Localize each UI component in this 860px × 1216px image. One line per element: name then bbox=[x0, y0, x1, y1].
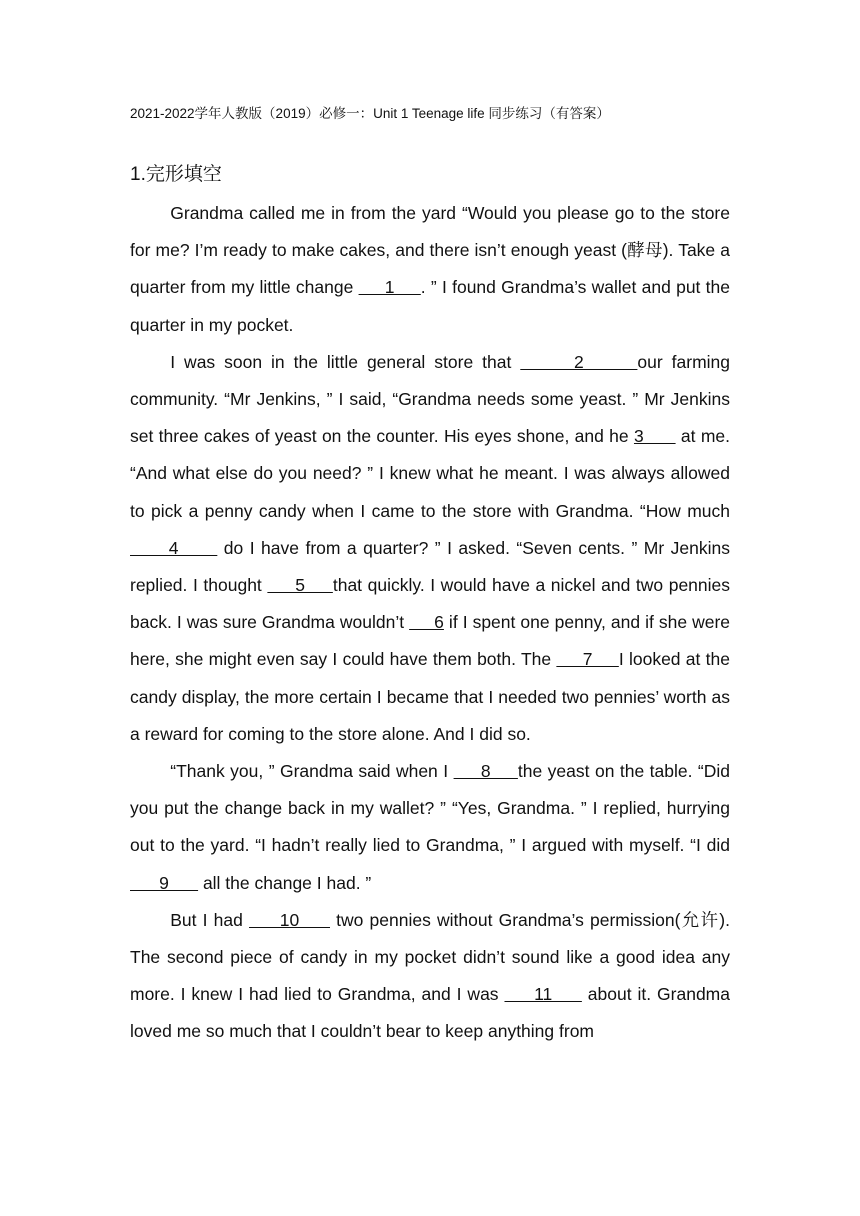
document-header: 2021-2022学年人教版（2019）必修一：Unit 1 Teenage life 同步练习（有答案） bbox=[130, 106, 610, 121]
answer-blank: 2 bbox=[520, 351, 638, 372]
passage-text: I was soon in the little general store that bbox=[170, 351, 521, 372]
passage-text: But I had bbox=[170, 909, 250, 930]
passage-text: I looked at the candy display, the more certain I became that I needed two pennies’ worth as a reward for coming to the store alone. And I did so. bbox=[130, 649, 730, 744]
passage-text: do I have from a quarter? ” I asked. “Seven cents. ” Mr Jenkins replied. I thought bbox=[130, 537, 730, 596]
passage-text: if I spent one penny, and if she were here, she might even say I could have them both. The bbox=[130, 612, 731, 670]
answer-blank: 4 bbox=[130, 537, 218, 558]
passage-text: two pennies without Grandma’s permission(允许). The second piece of candy in my pocket didn’t sound like a good idea any more. I knew I had lied to Grandma, and I was bbox=[130, 909, 730, 1005]
passage-text: at me. “And what else do you need? ” I knew what he meant. I was always allowed to pick a penny candy when I came to the store with Grandma. “How much bbox=[130, 426, 730, 521]
cloze-passage bbox=[130, 195, 730, 1051]
answer-blank: 9 bbox=[130, 872, 199, 893]
answer-blank: 10 bbox=[249, 909, 330, 930]
answer-blank: 1 bbox=[358, 277, 421, 298]
answer-blank: 3 bbox=[633, 426, 676, 447]
passage-text: . ” I found Grandma’s wallet and put the quarter in my pocket. bbox=[130, 277, 730, 335]
passage-paragraph bbox=[130, 753, 730, 902]
passage-paragraph bbox=[130, 344, 730, 753]
section-title: 1.完形填空 bbox=[130, 164, 222, 185]
passage-text: the yeast on the table. “Did you put the change back in my wallet? ” “Yes, Grandma. ” I replied, hurrying out to the yard. “I hadn’t really lied to Grandma, ” I argued with myself. “I did bbox=[130, 761, 731, 856]
passage-text: Grandma called me in from the yard “Would you please go to the store for me? I’m ready to make cakes, and there isn’t enough yeast (酵母). Take a quarter from my little change bbox=[130, 203, 730, 298]
answer-blank: 8 bbox=[453, 761, 518, 782]
passage-text: “Thank you, ” Grandma said when I bbox=[170, 761, 454, 782]
passage-paragraph bbox=[130, 195, 730, 344]
answer-blank: 11 bbox=[504, 984, 582, 1005]
passage-text: all the change I had. ” bbox=[198, 872, 372, 893]
answer-blank: 5 bbox=[267, 575, 333, 596]
passage-paragraph bbox=[130, 902, 730, 1051]
passage-text: our farming community. “Mr Jenkins, ” I said, “Grandma needs some yeast. ” Mr Jenkins set three cakes of yeast on the counter. His eyes shone, and he bbox=[130, 351, 731, 447]
passage-text: that quickly. I would have a nickel and two pennies back. I was sure Grandma wouldn’t bbox=[130, 575, 731, 633]
passage-text: about it. Grandma loved me so much that I couldn’t bear to keep anything from bbox=[130, 984, 730, 1042]
answer-blank: 7 bbox=[556, 649, 619, 670]
answer-blank: 6 bbox=[409, 612, 444, 633]
